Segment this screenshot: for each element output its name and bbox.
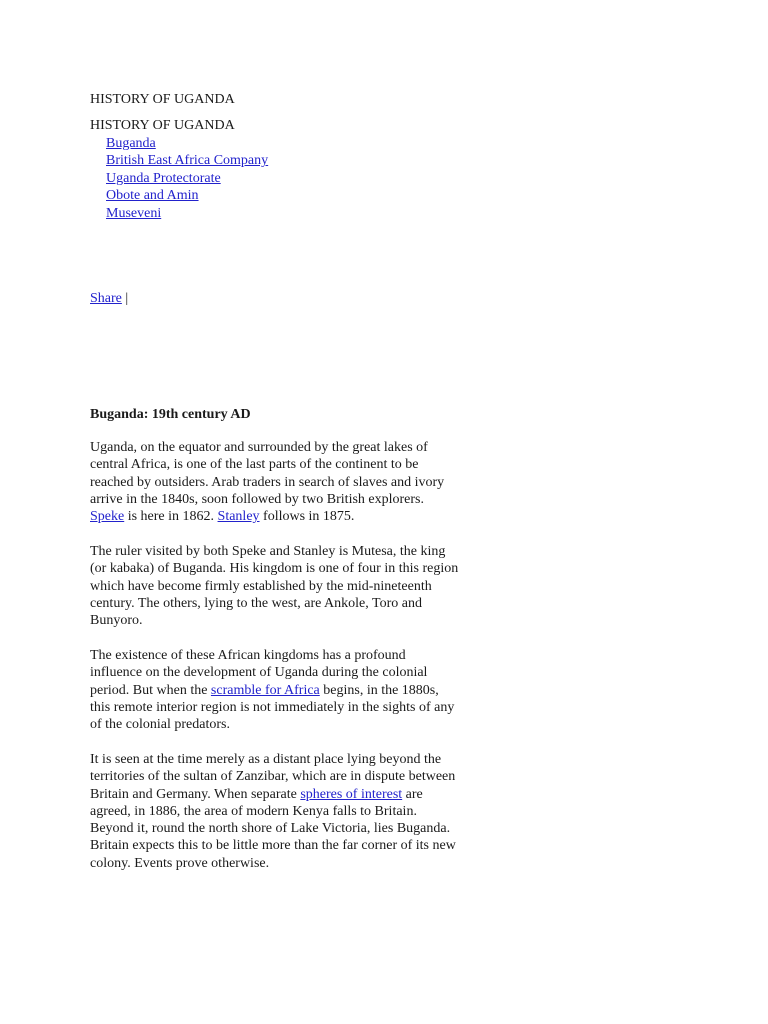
- paragraph-1-text-c: follows in 1875.: [259, 509, 355, 525]
- speke-link[interactable]: Speke: [90, 509, 125, 525]
- paragraph-3-text-b: begins, in the 1880s, this remote interior region is not immediately in the sights of any of the colonial predators.: [90, 682, 455, 733]
- toc-item-buganda: [106, 135, 268, 152]
- stanley-link[interactable]: Stanley: [217, 509, 260, 525]
- share-link[interactable]: Share: [90, 291, 122, 306]
- paragraph-1: [90, 439, 460, 525]
- paragraph-3: [90, 647, 460, 733]
- table-of-contents: [106, 135, 268, 222]
- toc-link-museveni[interactable]: Museveni: [106, 205, 162, 221]
- share-separator: |: [125, 291, 129, 306]
- toc-item-british-east-africa-company: [106, 152, 268, 169]
- toc-item-obote-and-amin: [106, 187, 268, 204]
- paragraph-2: The ruler visited by both Speke and Stanley is Mutesa, the king (or kabaka) of Buganda. His kingdom is one of four in this region which have become firmly established by the mid-nineteenth century. The others, lying to the west, are Ankole, Toro and Bunyoro.: [90, 544, 459, 629]
- share-row: [90, 290, 128, 307]
- toc-link-uganda-protectorate[interactable]: Uganda Protectorate: [106, 170, 221, 186]
- section-heading: Buganda: 19th century AD: [90, 407, 251, 422]
- toc-item-museveni: [106, 205, 268, 222]
- toc-link-buganda[interactable]: Buganda: [106, 136, 156, 151]
- toc-item-uganda-protectorate: [106, 170, 268, 187]
- paragraph-1-text-b: is here in 1862.: [124, 509, 218, 525]
- toc-link-british-east-africa-company[interactable]: British East Africa Company: [106, 153, 269, 169]
- page-title: HISTORY OF UGANDA: [90, 92, 235, 107]
- paragraph-3-text-a: The existence of these African kingdoms has a profound influence on the development of Uganda during the colonial period. But when the: [90, 648, 428, 698]
- paragraph-4-text-a: It is seen at the time merely as a distant place lying beyond the territories of the sultan of Zanzibar, which are in dispute between Britain and Germany. When separate: [90, 752, 456, 802]
- scramble-for-africa-link[interactable]: scramble for Africa: [210, 682, 320, 698]
- toc-title: HISTORY OF UGANDA: [90, 118, 235, 133]
- paragraph-4: [90, 751, 460, 872]
- paragraph-1-text-a: Uganda, on the equator and surrounded by the great lakes of central Africa, is one of the last parts of the continent to be reached by outsiders. Arab traders in search of slaves and ivory arrive in the 1840s, soon followed by two British explorers.: [90, 440, 445, 507]
- paragraph-4-text-b: are agreed, in 1886, the area of modern Kenya falls to Britain. Beyond it, round the north shore of Lake Victoria, lies Buganda. Britain expects this to be little more than the far corner of its new colony. Events prove otherwise.: [90, 786, 456, 871]
- spheres-of-interest-link[interactable]: spheres of interest: [300, 786, 403, 802]
- toc-link-obote-and-amin[interactable]: Obote and Amin: [106, 188, 199, 204]
